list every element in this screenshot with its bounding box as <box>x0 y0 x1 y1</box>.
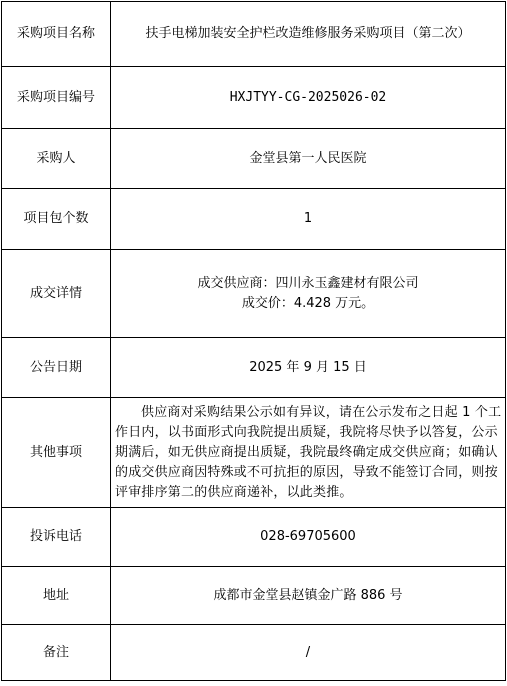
label-project-name: 采购项目名称 <box>2 2 111 67</box>
value-complaint-phone: 028-69705600 <box>111 508 506 567</box>
value-other-matters <box>111 398 506 508</box>
row-purchaser <box>2 129 506 189</box>
row-complaint-phone <box>2 508 506 567</box>
label-project-number: 采购项目编号 <box>2 67 111 129</box>
label-deal-details: 成交详情 <box>2 250 111 338</box>
label-address: 地址 <box>2 567 111 625</box>
label-announcement-date: 公告日期 <box>2 338 111 398</box>
label-other-matters: 其他事项 <box>2 398 111 508</box>
value-project-name: 扶手电梯加装安全护栏改造维修服务采购项目（第二次） <box>111 2 506 67</box>
value-project-number: HXJTYY-CG-2025026-02 <box>111 67 506 129</box>
row-deal-details <box>2 250 506 338</box>
label-remarks: 备注 <box>2 625 111 681</box>
row-address <box>2 567 506 625</box>
row-project-name <box>2 2 506 67</box>
row-other-matters <box>2 398 506 508</box>
deal-price: 成交价：4.428 万元。 <box>241 295 375 311</box>
value-deal-details <box>111 250 506 338</box>
deal-supplier: 成交供应商：四川永玉鑫建材有限公司 <box>197 275 419 291</box>
procurement-result-table <box>1 1 506 681</box>
label-package-count: 项目包个数 <box>2 189 111 250</box>
value-address: 成都市金堂县赵镇金广路 886 号 <box>111 567 506 625</box>
other-matters-text: 供应商对采购结果公示如有异议，请在公示发布之日起 1 个工作日内，以书面形式向我院提出质疑，我院将尽快予以答复，公示期满后，如无供应商提出质疑，我院最终确定成交供应商；如确认的成交供应商因特殊或不可抗拒的原因，导致不能签订合同，则按评审排序第二的供应商递补，以此类推。 <box>115 404 502 500</box>
value-package-count: 1 <box>111 189 506 250</box>
label-complaint-phone: 投诉电话 <box>2 508 111 567</box>
row-package-count <box>2 189 506 250</box>
value-purchaser: 金堂县第一人民医院 <box>111 129 506 189</box>
value-remarks: / <box>111 625 506 681</box>
row-announcement-date <box>2 338 506 398</box>
value-announcement-date: 2025 年 9 月 15 日 <box>111 338 506 398</box>
row-project-number <box>2 67 506 129</box>
row-remarks <box>2 625 506 681</box>
label-purchaser: 采购人 <box>2 129 111 189</box>
